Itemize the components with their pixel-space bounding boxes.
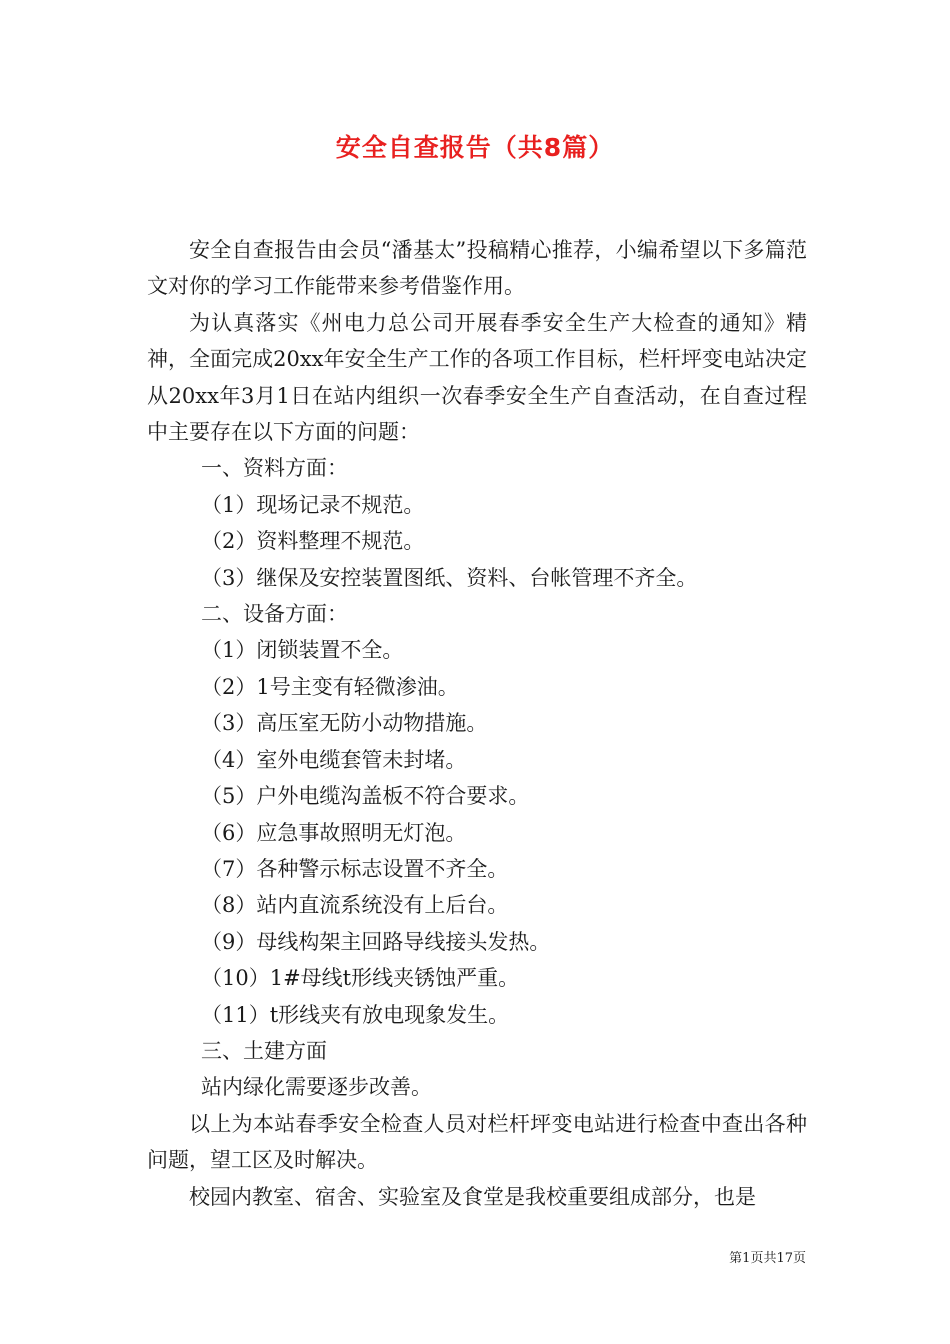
list-item: （9）母线构架主回路导线接头发热。 [201, 929, 551, 954]
list-item: （1）现场记录不规范。 [201, 492, 425, 517]
page-number: 第1页共17页 [729, 1251, 806, 1266]
section-heading-construction: 三、土建方面 [201, 1038, 327, 1063]
list-item: （1）闭锁装置不全。 [201, 638, 404, 663]
paragraph-conclusion: 以上为本站春季安全检查人员对栏杆坪变电站进行检查中查出各种问题，望工区及时解决。 [147, 1111, 807, 1173]
list-item: （11）t形线夹有放电现象发生。 [201, 1002, 510, 1027]
list-item: （5）户外电缆沟盖板不符合要求。 [201, 784, 530, 809]
section-heading-equipment: 二、设备方面： [201, 602, 348, 627]
paragraph-greening: 站内绿化需要逐步改善。 [201, 1075, 432, 1100]
section-heading-materials: 一、资料方面： [201, 456, 348, 481]
paragraph-intro: 安全自查报告由会员“潘基太”投稿精心推荐，小编希望以下多篇范文对你的学习工作能带来参考借鉴作用。 [147, 238, 807, 299]
list-item: （6）应急事故照明无灯泡。 [201, 820, 467, 845]
list-item: （2）资料整理不规范。 [201, 529, 425, 554]
list-item: （4）室外电缆套管未封堵。 [201, 747, 467, 772]
list-item: （7）各种警示标志设置不齐全。 [201, 856, 509, 881]
list-item: （10）1#母线t形线夹锈蚀严重。 [201, 966, 520, 991]
list-item: （8）站内直流系统没有上后台。 [201, 893, 509, 918]
document-title: 安全自查报告（共8篇） [335, 133, 615, 162]
paragraph-campus: 校园内教室、宿舍、实验室及食堂是我校重要组成部分，也是 [189, 1184, 756, 1209]
list-item: （3）高压室无防小动物措施。 [201, 711, 488, 736]
document-body [147, 232, 807, 1215]
list-item: （2）1号主变有轻微渗油。 [201, 674, 459, 699]
list-item: （3）继保及安控装置图纸、资料、台帐管理不齐全。 [201, 565, 698, 590]
paragraph-background: 为认真落实《州电力总公司开展春季安全生产大检查的通知》精神，全面完成20xx年安全生产工作的各项工作目标，栏杆坪变电站决定从20xx年3月1日在站内组织一次春季安全生产自查活动，在自查过程中主要存在以下方面的问题： [147, 310, 807, 445]
